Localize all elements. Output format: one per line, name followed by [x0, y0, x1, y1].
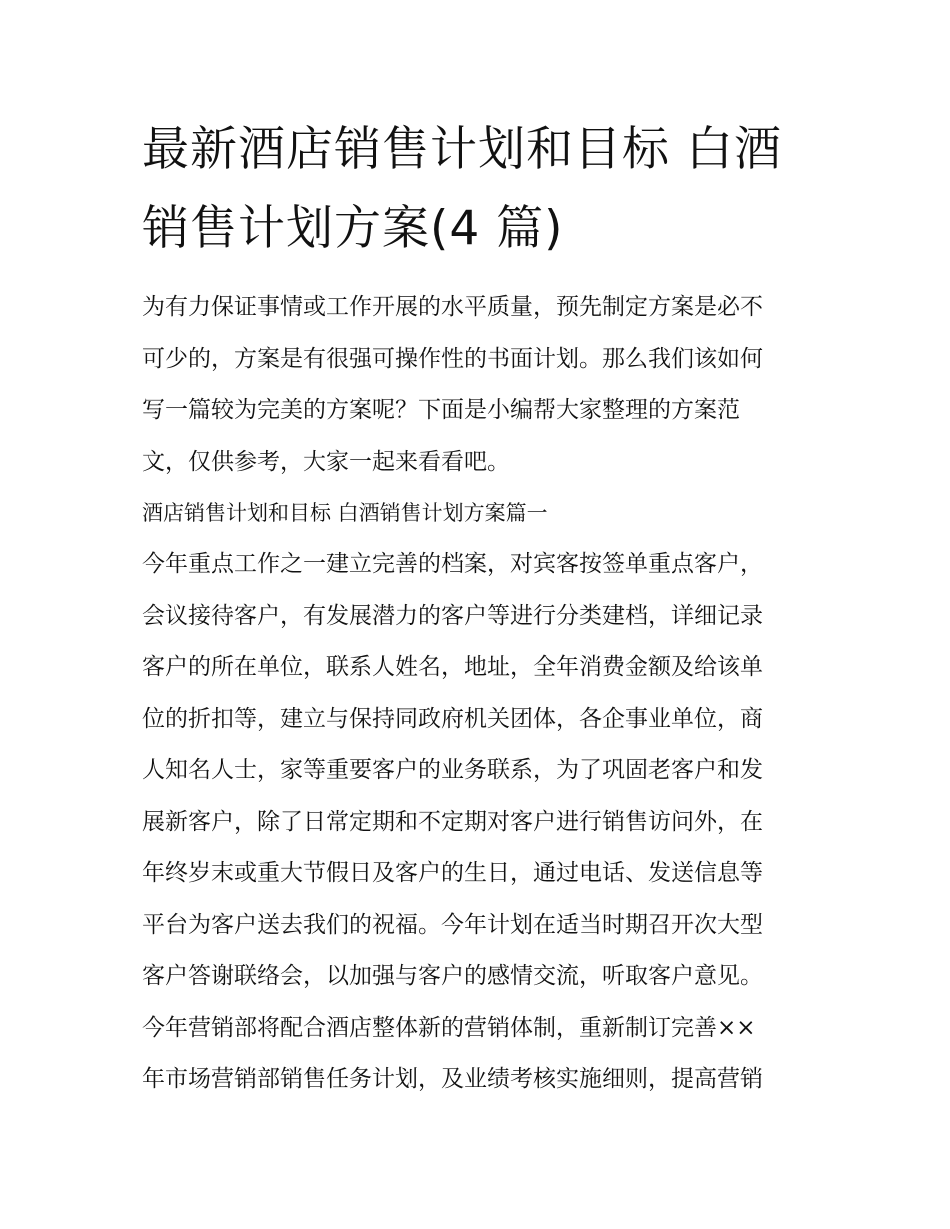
text-line: 平台为客户送去我们的祝福。今年计划在适当时期召开次大型: [142, 911, 763, 938]
document-title: [142, 110, 822, 268]
text-line: 今年重点工作之一建立完善的档案，对宾客按签单重点客户，: [142, 551, 763, 577]
body-paragraph: [142, 539, 822, 1106]
title-line: 最新酒店销售计划和目标 白酒: [142, 122, 782, 177]
text-line: 今年营销部将配合酒店整体新的营销体制，重新制订完善××: [142, 1014, 756, 1041]
intro-paragraph: [142, 282, 822, 488]
text-line: 文，仅供参考，大家一起来看看吧。: [142, 448, 510, 475]
text-line: 人知名人士，家等重要客户的业务联系，为了巩固老客户和发: [142, 757, 763, 783]
text-line: 位的折扣等，建立与保持同政府机关团体，各企事业单位，商: [142, 705, 763, 732]
title-line: 销售计划方案(4 篇): [142, 201, 564, 256]
text-line: 为有力保证事情或工作开展的水平质量，预先制定方案是必不: [142, 294, 763, 320]
text-line: 会议接待客户，有发展潜力的客户等进行分类建档，详细记录: [142, 602, 763, 629]
text-line: 客户的所在单位，联系人姓名，地址，全年消费金额及给该单: [142, 654, 763, 680]
text-line: 展新客户，除了日常定期和不定期对客户进行销售访问外，在: [142, 808, 763, 835]
text-line: 写一篇较为完美的方案呢？下面是小编帮大家整理的方案范: [142, 397, 740, 423]
document-page: [142, 0, 822, 1229]
section-heading: 酒店销售计划和目标 白酒销售计划方案篇一: [142, 501, 548, 525]
text-line: 年市场营销部销售任务计划，及业绩考核实施细则，提高营销: [142, 1066, 763, 1092]
document-body: [142, 282, 822, 1106]
text-line: 客户答谢联络会，以加强与客户的感情交流，听取客户意见。: [142, 963, 763, 989]
text-line: 年终岁末或重大节假日及客户的生日，通过电话、发送信息等: [142, 860, 763, 886]
text-line: 可少的，方案是有很强可操作性的书面计划。那么我们该如何: [142, 345, 763, 372]
